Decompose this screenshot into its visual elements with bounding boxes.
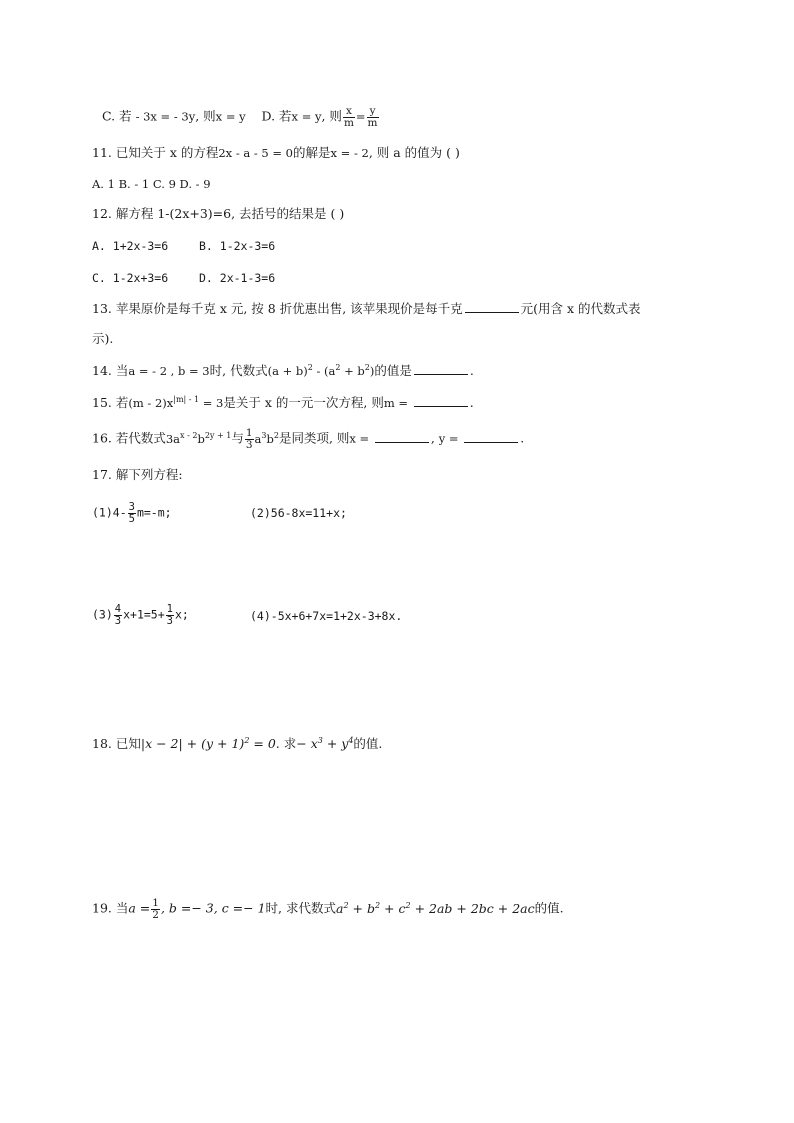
q10-option-c-conclusion: x = y bbox=[215, 109, 246, 124]
q15-text-pre: 15. 若 bbox=[92, 395, 129, 410]
q17-fraction-1-3: $\frac{1}{3}$ bbox=[166, 603, 173, 627]
q19-text-pre: 19. 当 bbox=[92, 900, 129, 916]
q14-period: . bbox=[469, 363, 474, 378]
q10-option-c-then: , 则 bbox=[195, 108, 216, 124]
q10-option-c-label: C. 若 bbox=[102, 108, 132, 124]
q18-text-pre: 18. 已知 bbox=[92, 736, 141, 751]
q16-term-2: $a^3b^2$ bbox=[254, 430, 279, 446]
q16-y-blank[interactable] bbox=[464, 430, 518, 443]
q13-text-b: 元(用含 x 的代数式表 bbox=[520, 301, 641, 316]
q13-text-a: 13. 苹果原价是每千克 x 元, 按 8 折优惠出售, 该苹果现价是每千克 bbox=[92, 301, 463, 316]
q11-stem-text-c: , 则 a 的值为 ( ) bbox=[368, 145, 460, 160]
q14-text-post: 的值是 bbox=[374, 363, 412, 378]
q19-stem bbox=[92, 898, 564, 920]
q16-text-pre: 16. 若代数式 bbox=[92, 430, 166, 446]
q16-separator: , bbox=[430, 430, 439, 446]
q16-y-var: y = bbox=[438, 431, 463, 446]
q17-fraction-3-5: $\frac{3}{5}$ bbox=[128, 501, 135, 525]
q19-b-value: , b =− 3 bbox=[160, 900, 214, 916]
q15-stem bbox=[92, 394, 474, 412]
q17-title: 17. 解下列方程: bbox=[92, 467, 183, 482]
q11-options: A. 1 B. - 1 C. 9 D. - 9 bbox=[92, 177, 211, 191]
q10-fraction-x-over-m: $\frac{x}{m}$ bbox=[343, 105, 354, 129]
q18-condition: $|x - 2| + (y + 1)^2 = 0$ bbox=[140, 735, 276, 751]
q16-text-with: 与 bbox=[231, 430, 244, 446]
q17-part-1: (1)4- $\frac{3}{5}$ m=-m; bbox=[92, 501, 172, 525]
q10-equals: = bbox=[355, 109, 366, 124]
q19-fraction-one-half: $\frac{1}{2}$ bbox=[152, 897, 159, 921]
q14-expression: $(a + b)^2 - (a^2 + b^2)$ bbox=[267, 363, 375, 378]
q16-text-mid: 是同类项, 则 bbox=[278, 430, 350, 446]
q14-stem bbox=[92, 362, 474, 380]
q16-x-blank[interactable] bbox=[375, 430, 429, 443]
q10-option-d-label: D. 若 bbox=[261, 108, 292, 124]
q15-equation: $(m - 2)x^{|m| - 1} = 3$ bbox=[128, 395, 224, 410]
q17-part-2: (2)56-8x=11+x; bbox=[250, 506, 347, 520]
q11-stem-text-a: 11. 已知关于 x 的方程 bbox=[92, 145, 219, 160]
q14-text-mid: 时, 代数式 bbox=[209, 363, 268, 378]
q15-variable: m = bbox=[383, 396, 412, 410]
q19-expression: $a^2 + b^2 + c^2 + 2ab + 2bc + 2ac$ bbox=[336, 900, 535, 916]
q16-fraction-one-third: $\frac{1}{3}$ bbox=[245, 427, 253, 451]
q19-c-value: , c =− 1 bbox=[213, 900, 266, 916]
q13-line-2: 示). bbox=[92, 331, 114, 346]
q12-option-c: C. 1-2x+3=6 bbox=[92, 271, 169, 285]
q14-condition: a = - 2 , b = 3 bbox=[128, 364, 210, 378]
q10-option-c-premise: - 3x = - 3y bbox=[135, 109, 196, 124]
q16-term-1: $3a^{x - 2}b^{2y + 1}$ bbox=[165, 430, 232, 446]
q11-stem bbox=[92, 144, 460, 162]
q10-fraction-y-over-m: $\frac{y}{m}$ bbox=[367, 105, 378, 129]
q17-part-4: (4)-5x+6+7x=1+2x-3+8x. bbox=[250, 609, 403, 623]
q17-fraction-4-3: $\frac{4}{3}$ bbox=[114, 603, 122, 627]
q13-answer-blank[interactable] bbox=[465, 300, 519, 313]
q15-text-mid: 是关于 x 的一元一次方程, 则 bbox=[223, 395, 384, 410]
q11-stem-text-b: 的解是 bbox=[293, 145, 331, 160]
q12-option-d: D. 2x-1-3=6 bbox=[199, 271, 276, 285]
q18-text-post: 的值. bbox=[353, 736, 383, 751]
q19-text-post: 的值. bbox=[534, 900, 564, 916]
q10-options-line bbox=[102, 106, 380, 128]
q12-option-a: A. 1+2x-3=6 bbox=[92, 239, 169, 253]
q15-answer-blank[interactable] bbox=[414, 394, 468, 407]
q12-stem: 12. 解方程 1-(2x+3)=6, 去括号的结果是 ( ) bbox=[92, 206, 345, 221]
q15-period: . bbox=[469, 395, 474, 410]
q10-option-d-premise: x = y bbox=[291, 109, 322, 124]
q14-answer-blank[interactable] bbox=[414, 362, 468, 375]
q16-x-var: x = bbox=[349, 431, 373, 446]
q14-text-pre: 14. 当 bbox=[92, 363, 129, 378]
q17-part-3: (3) $\frac{4}{3}$ x+1=5+ $\frac{1}{3}$ x; bbox=[92, 603, 189, 627]
q16-period: . bbox=[520, 430, 525, 446]
q10-option-d-then: , 则 bbox=[321, 108, 342, 124]
q19-a-var: a = bbox=[128, 900, 151, 916]
q11-solution: x = - 2 bbox=[330, 146, 369, 160]
q18-expression: − $x^3 + y^4$ bbox=[296, 735, 354, 751]
q13-line-1 bbox=[92, 300, 641, 318]
q18-text-mid: . 求 bbox=[275, 736, 297, 751]
q19-text-mid: 时, 求代数式 bbox=[265, 900, 336, 916]
q12-option-b: B. 1-2x-3=6 bbox=[199, 239, 276, 253]
q16-stem bbox=[92, 428, 524, 450]
q18-stem bbox=[92, 735, 382, 753]
q11-equation: 2x - a - 5 = 0 bbox=[218, 146, 293, 160]
